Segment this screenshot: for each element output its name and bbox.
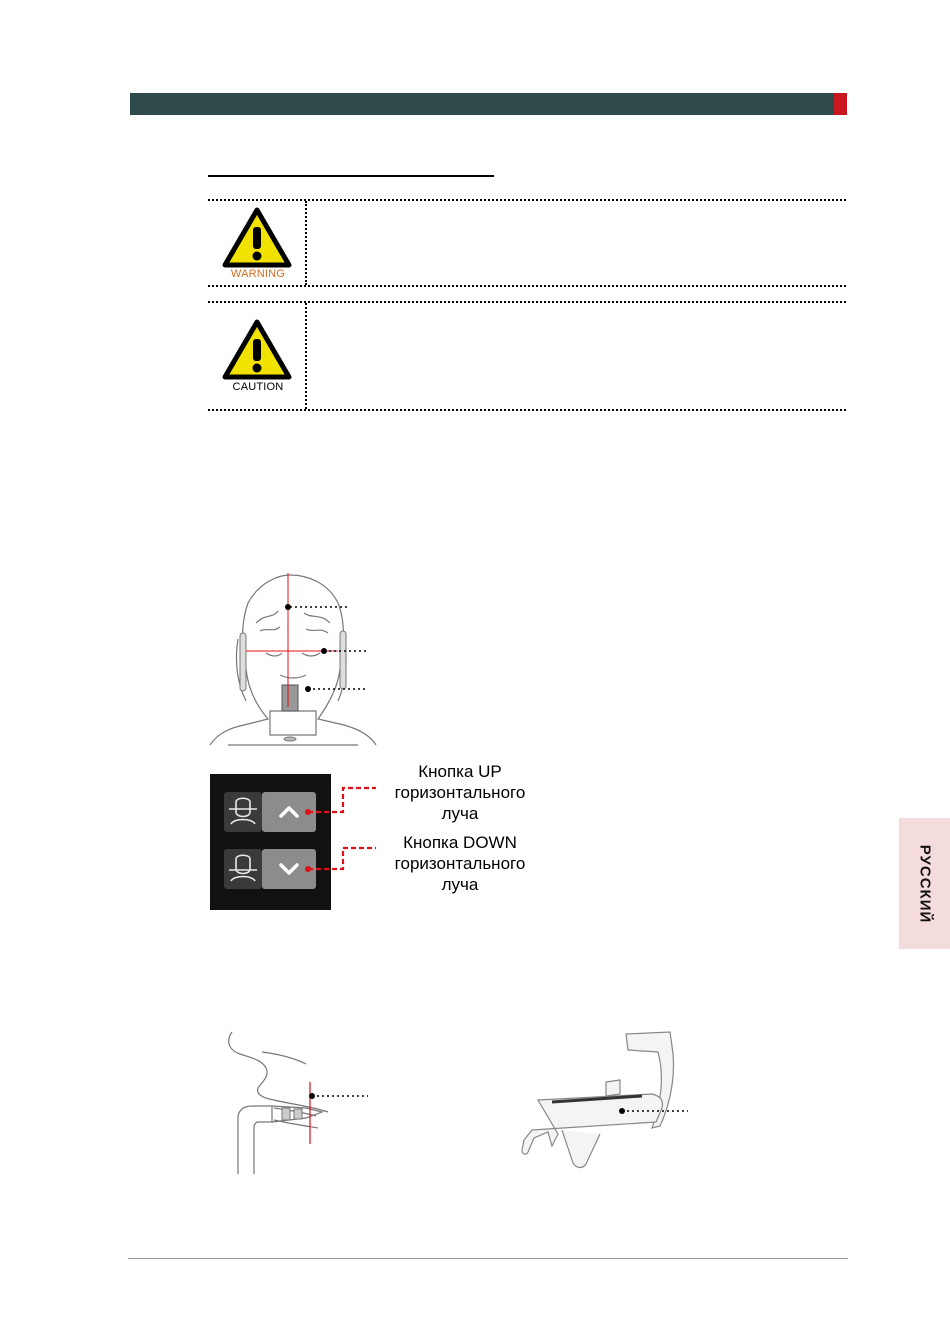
callout-dot: [321, 648, 327, 654]
callout-dot: [619, 1108, 625, 1114]
warning-icon-cell: [208, 201, 307, 285]
section-header-bar: [130, 93, 834, 115]
patient-front-illustration: [208, 573, 378, 748]
callout-dot: [285, 604, 291, 610]
warning-sign-icon: [222, 207, 292, 269]
beam-down-callout: [380, 832, 540, 895]
beam-up-callout-line: Кнопка UP: [418, 762, 502, 781]
beam-up-callout-line: горизонтального: [394, 783, 526, 802]
profile-bite-illustration: [222, 1030, 372, 1176]
callout-dot: [309, 1093, 315, 1099]
section-title-underline: [208, 175, 494, 177]
warning-notice: [208, 199, 846, 287]
beam-up-callout: [380, 761, 540, 824]
language-tab[interactable]: [899, 818, 950, 949]
language-tab-label: РУССКИЙ: [916, 844, 933, 923]
beam-down-callout-line: луча: [441, 875, 479, 894]
patient-face-icon: [224, 849, 262, 889]
footer-rule: [128, 1258, 848, 1259]
beam-down-callout-line: горизонтального: [394, 854, 526, 873]
patient-face-icon: [224, 792, 262, 832]
caution-label: CAUTION: [232, 381, 284, 393]
bite-block-illustration: [512, 1030, 692, 1175]
caution-icon-cell: [208, 303, 307, 409]
callout-dot: [305, 686, 311, 692]
beam-up-callout-line: луча: [441, 804, 479, 823]
caution-notice: [208, 301, 846, 411]
panel-callout-connectors: [300, 780, 380, 880]
section-header-accent: [834, 93, 847, 115]
caution-sign-icon: [222, 319, 292, 381]
beam-down-callout-line: Кнопка DOWN: [403, 833, 517, 852]
warning-label: WARNING: [230, 268, 286, 280]
